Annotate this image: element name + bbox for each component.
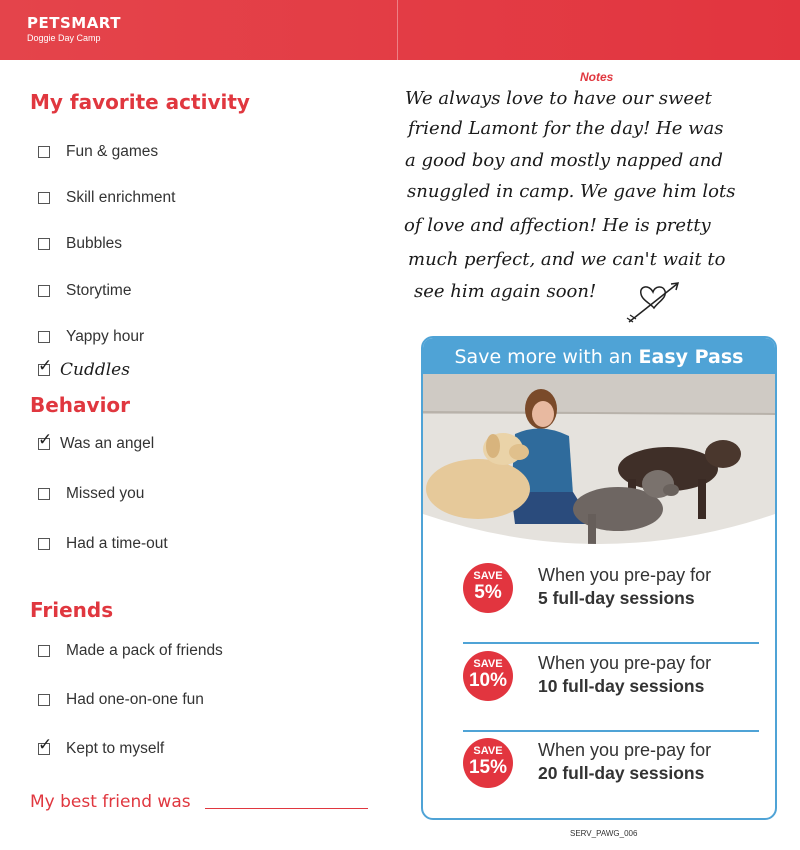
behavior-item-angel[interactable]	[38, 430, 155, 454]
offer-10-percent	[423, 641, 775, 723]
form-code: SERV_PAWG_006	[570, 829, 638, 838]
notes-line: much perfect, and we can't wait to	[408, 249, 726, 270]
notes-line: of love and affection! He is pretty	[404, 215, 711, 236]
offer-line2: 10 full-day sessions	[538, 676, 705, 696]
notes-label: Notes	[580, 70, 614, 84]
promo-banner	[423, 338, 775, 374]
checkbox-label: Kept to myself	[66, 740, 165, 757]
checkbox[interactable]	[38, 331, 50, 343]
header-bar	[0, 0, 800, 60]
checkbox[interactable]	[38, 192, 50, 204]
checkbox-label: Made a pack of friends	[66, 642, 223, 659]
brand-subtitle: Doggie Day Camp	[27, 33, 101, 43]
checkbox[interactable]	[38, 645, 50, 657]
checkbox-label: Skill enrichment	[66, 189, 176, 206]
promo-title-prefix: Save more with an	[454, 346, 633, 368]
offer-5-percent	[423, 553, 775, 635]
badge-percent: 5%	[474, 582, 502, 603]
badge-percent: 15%	[468, 757, 508, 778]
behavior-title: Behavior	[30, 393, 131, 417]
offer-line1: When you pre-pay for	[538, 653, 712, 673]
checkbox-label: Yappy hour	[66, 328, 145, 345]
checkbox-checked[interactable]	[38, 735, 53, 755]
best-friend-blank-line[interactable]	[205, 808, 368, 809]
checkbox-label: Fun & games	[66, 143, 159, 160]
checkbox-checked[interactable]	[38, 356, 53, 376]
heart-arrow-icon	[625, 282, 685, 330]
dogs-and-woman-photo	[423, 374, 775, 549]
checkbox-label: Was an angel	[60, 435, 155, 452]
behavior-item-time-out[interactable]	[38, 534, 168, 554]
activity-item-skill-enrichment[interactable]	[38, 188, 175, 208]
promo-photo	[423, 374, 775, 549]
activity-title: My favorite activity	[30, 90, 250, 114]
checkbox[interactable]	[38, 488, 50, 500]
friends-title: Friends	[30, 598, 114, 622]
checkbox-label: Had one-on-one fun	[66, 691, 204, 708]
check-mark-icon: ✓	[38, 735, 53, 755]
behavior-item-missed-you[interactable]	[38, 484, 144, 504]
check-mark-icon: ✓	[38, 430, 53, 450]
checkbox[interactable]	[38, 285, 50, 297]
notes-line: snuggled in camp. We gave him lots	[407, 181, 736, 202]
promo-title-bold: Easy Pass	[638, 346, 744, 368]
checkbox[interactable]	[38, 694, 50, 706]
save-badge	[463, 738, 513, 788]
offer-line1: When you pre-pay for	[538, 565, 712, 585]
save-badge	[463, 651, 513, 701]
activity-item-bubbles[interactable]	[38, 234, 122, 254]
activity-item-yappy-hour[interactable]	[38, 327, 144, 347]
activity-item-storytime[interactable]	[38, 281, 131, 301]
fold-line	[397, 0, 398, 60]
checkbox-label: Had a time-out	[66, 535, 168, 552]
checkbox-label: Bubbles	[66, 235, 123, 252]
notes-line: a good boy and mostly napped and	[405, 150, 723, 171]
badge-save-label: SAVE	[473, 570, 503, 582]
checkbox-checked[interactable]	[38, 430, 53, 450]
save-badge	[463, 563, 513, 613]
offer-line2: 20 full-day sessions	[538, 763, 705, 783]
offer-line1: When you pre-pay for	[538, 740, 712, 760]
badge-save-label: SAVE	[473, 658, 503, 670]
friends-item-pack[interactable]	[38, 641, 223, 661]
brand-name: PETSMART	[27, 14, 121, 32]
friends-item-kept-to-myself[interactable]	[38, 735, 165, 759]
checkbox[interactable]	[38, 238, 50, 250]
offer-15-percent	[423, 728, 775, 810]
activity-item-cuddles[interactable]	[38, 356, 130, 380]
best-friend-label: My best friend was	[30, 792, 191, 812]
badge-save-label: SAVE	[473, 745, 503, 757]
petsmart-logo	[27, 14, 121, 43]
checkbox[interactable]	[38, 538, 50, 550]
badge-percent: 10%	[468, 670, 508, 691]
handwritten-label: Cuddles	[60, 360, 130, 380]
checkbox[interactable]	[38, 146, 50, 158]
checkbox-label: Missed you	[66, 485, 145, 502]
notes-line: see him again soon!	[414, 281, 597, 302]
easy-pass-promo-card	[421, 336, 777, 820]
check-mark-icon: ✓	[38, 356, 53, 376]
notes-line: We always love to have our sweet	[405, 88, 712, 109]
friends-item-one-on-one[interactable]	[38, 690, 204, 710]
activity-item-fun-games[interactable]	[38, 142, 158, 162]
offer-line2: 5 full-day sessions	[538, 588, 695, 608]
checkbox-label: Storytime	[66, 282, 132, 299]
notes-line: friend Lamont for the day! He was	[408, 118, 724, 139]
